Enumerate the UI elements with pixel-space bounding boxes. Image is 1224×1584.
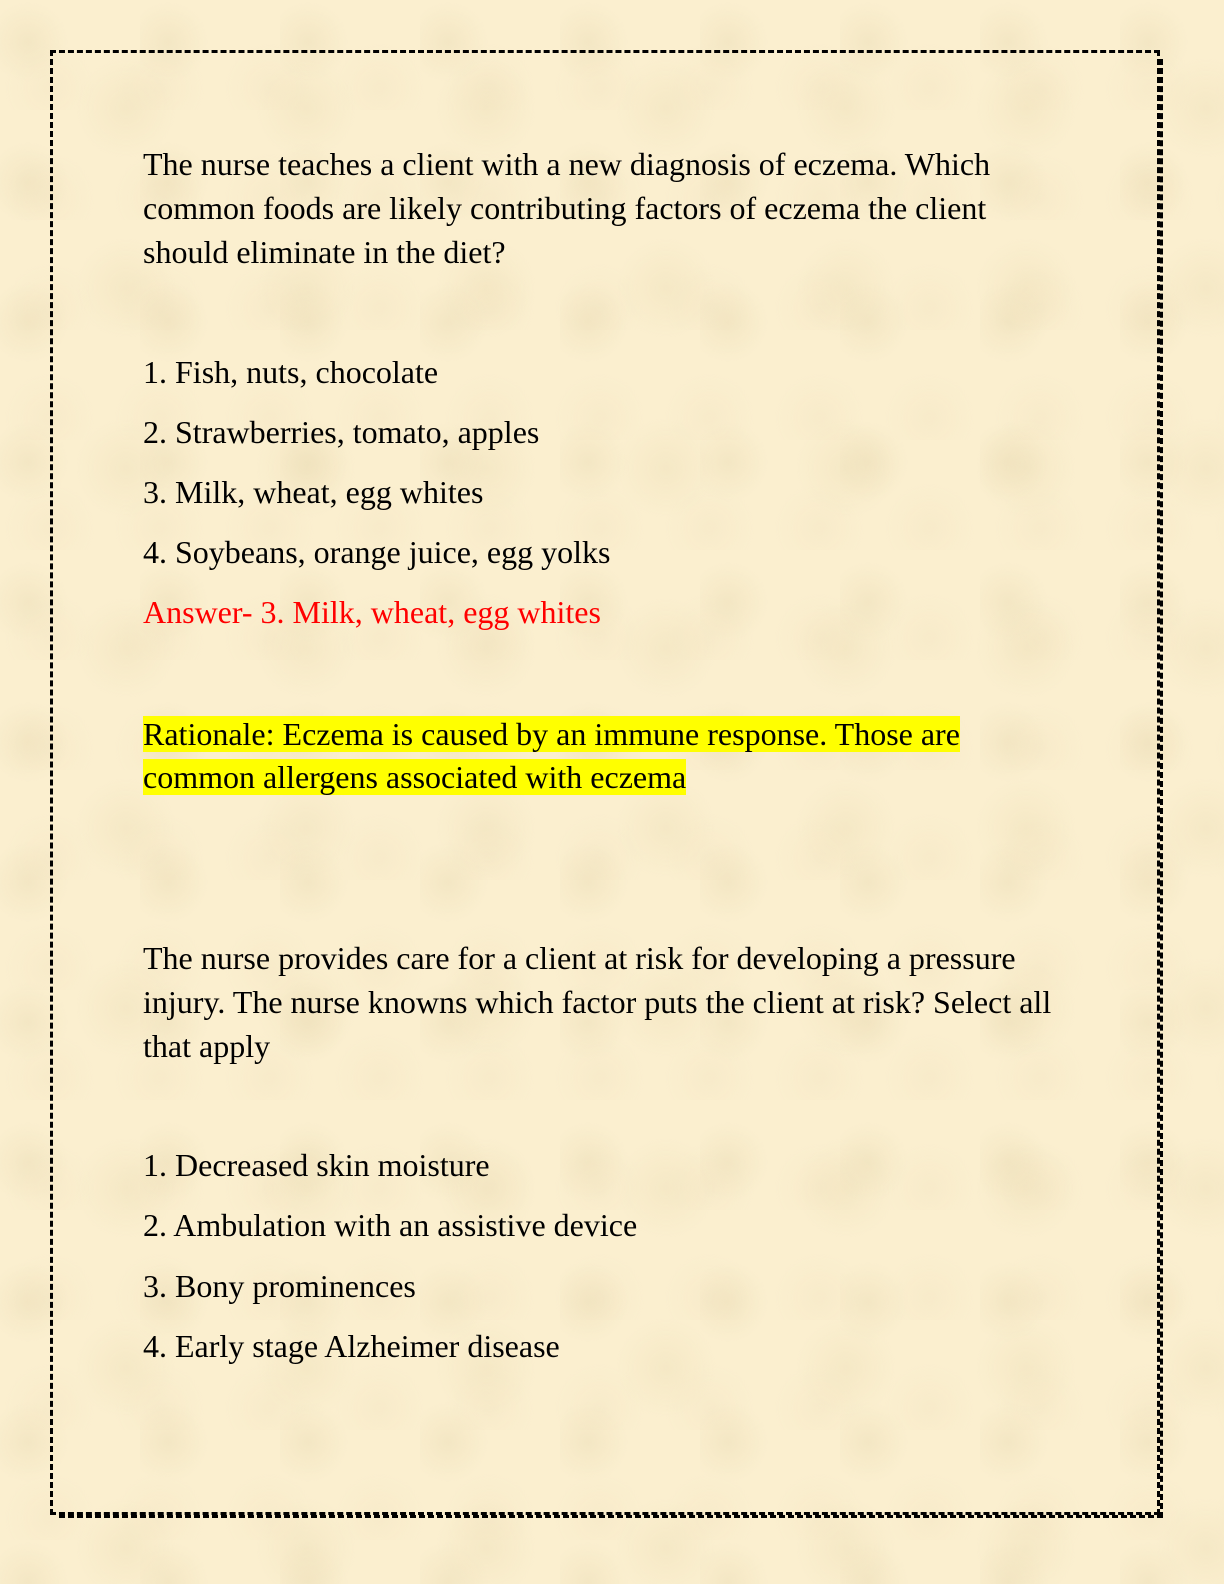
question-1-rationale-line-1 xyxy=(143,712,960,756)
question-1-option-2: 2. Strawberries, tomato, apples xyxy=(143,414,540,450)
question-2-stem: The nurse provides care for a client at risk for developing a pressure injury. The nurse knowns which factor puts the client at risk? Select all that apply xyxy=(143,940,1052,1064)
rationale-highlight-2: common allergens associated with eczema xyxy=(143,759,687,795)
question-2-option-4: 4. Early stage Alzheimer disease xyxy=(143,1328,560,1364)
question-1-option-3: 3. Milk, wheat, egg whites xyxy=(143,474,484,510)
question-1-rationale-line-2 xyxy=(143,755,686,799)
question-1-option-1: 1. Fish, nuts, chocolate xyxy=(143,354,439,390)
question-2-option-3: 3. Bony prominences xyxy=(143,1268,416,1304)
rationale-highlight-1: Rationale: Eczema is caused by an immune response. Those are xyxy=(143,716,960,752)
question-2-option-1: 1. Decreased skin moisture xyxy=(143,1147,490,1183)
question-1-stem: The nurse teaches a client with a new diagnosis of eczema. Which common foods are likely contributing factors of eczema the client should eliminate in the diet? xyxy=(143,146,991,270)
question-1-option-4: 4. Soybeans, orange juice, egg yolks xyxy=(143,534,611,570)
question-2-option-2: 2. Ambulation with an assistive device xyxy=(143,1207,638,1243)
question-1-answer: Answer- 3. Milk, wheat, egg whites xyxy=(143,594,601,630)
